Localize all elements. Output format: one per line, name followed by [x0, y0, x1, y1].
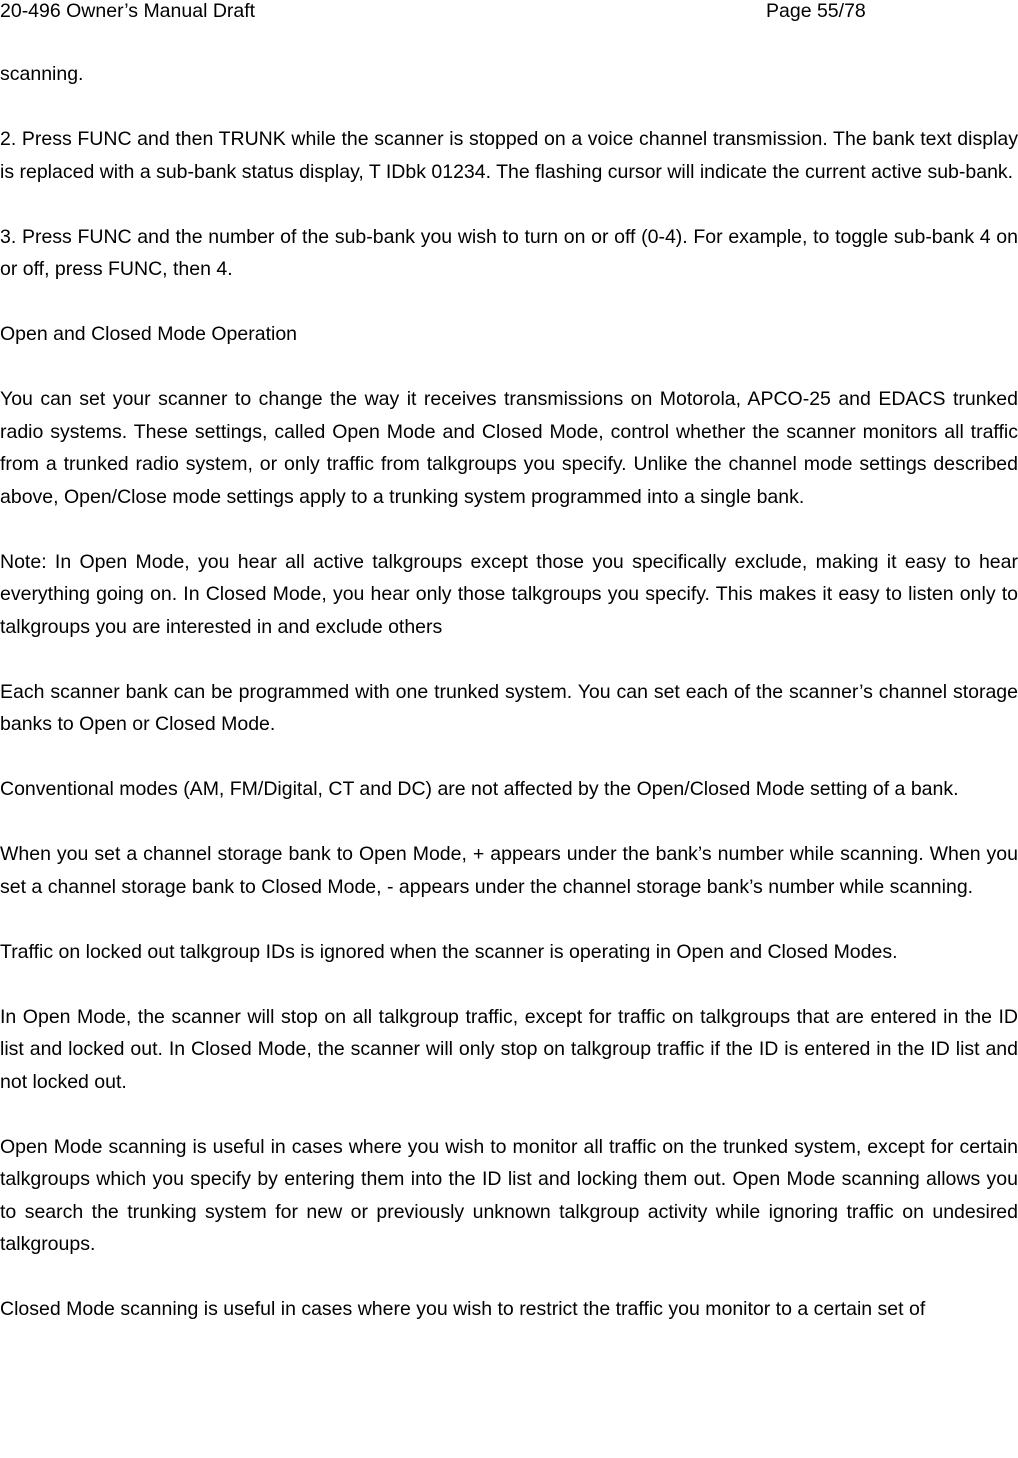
document-title: 20-496 Owner’s Manual Draft: [0, 0, 256, 22]
paragraph: Conventional modes (AM, FM/Digital, CT and DC) are not affected by the Open/Closed Mode setting of a bank.: [0, 778, 959, 800]
paragraph: Each scanner bank can be programmed with one trunked system. You can set each of the scanner’s channel storage banks to Open or Closed Mode.: [0, 680, 1018, 735]
paragraph: In Open Mode, the scanner will stop on all talkgroup traffic, except for traffic on talkgroups that are entered in the ID list and locked out. In Closed Mode, the scanner will only stop on talkgroup traffic if the ID is entered in the ID list and not locked out.: [0, 1005, 1018, 1093]
page-header: [0, 0, 1018, 28]
paragraph-step-3: 3. Press FUNC and the number of the sub-bank you wish to turn on or off (0-4). For example, to toggle sub-bank 4 on or off, press FUNC, then 4.: [0, 225, 1018, 280]
paragraph: When you set a channel storage bank to Open Mode, + appears under the bank’s number while scanning. When you set a channel storage bank to Closed Mode, - appears under the channel storage bank’s number while scanning.: [0, 843, 1018, 898]
paragraph: You can set your scanner to change the way it receives transmissions on Motorola, APCO-25 and EDACS trunked radio systems. These settings, called Open Mode and Closed Mode, control whether the scanner monitors all traffic from a trunked radio system, or only traffic from talkgroups you specify. Unlike the channel mode settings described above, Open/Close mode settings apply to a trunking system programmed into a single bank.: [0, 388, 1018, 508]
page-number: Page 55/78: [766, 0, 866, 22]
paragraph-step-2: 2. Press FUNC and then TRUNK while the scanner is stopped on a voice channel transmission. The bank text display is replaced with a sub-bank status display, T IDbk 01234. The flashing cursor will indicate the current active sub-bank.: [0, 128, 1018, 183]
paragraph: Closed Mode scanning is useful in cases where you wish to restrict the traffic you monitor to a certain set of: [0, 1298, 926, 1320]
paragraph: Open Mode scanning is useful in cases where you wish to monitor all traffic on the trunked system, except for certain talkgroups which you specify by entering them into the ID list and locking them out. Open Mode scanning allows you to search the trunking system for new or previously unknown talkgroup activity while ignoring traffic on undesired talkgroups.: [0, 1135, 1018, 1255]
paragraph: Traffic on locked out talkgroup IDs is ignored when the scanner is operating in Open and Closed Modes.: [0, 940, 898, 963]
note-paragraph: Note: In Open Mode, you hear all active talkgroups except those you specifically exclude, making it easy to hear everything going on. In Closed Mode, you hear only those talkgroups you specify. This makes it easy to listen only to talkgroups you are interested in and exclude others: [0, 550, 1018, 638]
paragraph-continuation: scanning.: [0, 63, 84, 85]
page-body: [0, 58, 1018, 1326]
section-heading: Open and Closed Mode Operation: [0, 323, 298, 345]
